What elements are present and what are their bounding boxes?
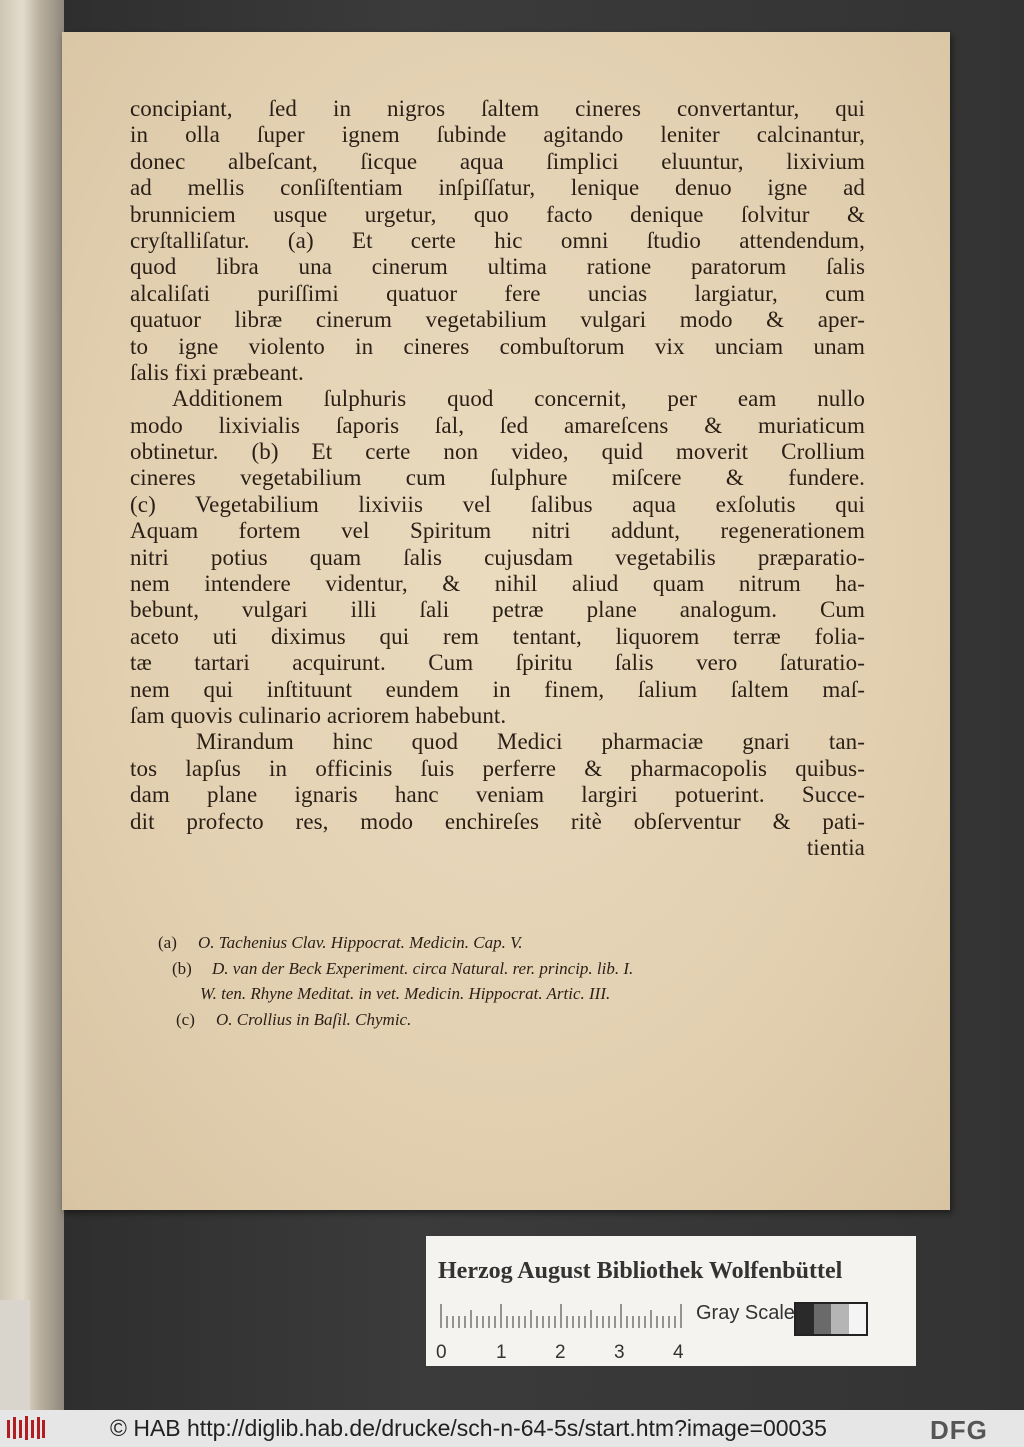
- text-line: donec albeſcant, ſicque aqua ſimplici eluuntur, lixivium: [130, 148, 865, 174]
- footnote-b-continued: [158, 981, 858, 1007]
- gray-swatch-2: [814, 1304, 832, 1334]
- text-line: Mirandum hinc quod Medici pharmaciæ gnari tan-: [196, 729, 865, 755]
- footnote-text: W. ten. Rhyne Meditat. in vet. Medicin. Hippocrat. Artic. III.: [200, 984, 611, 1003]
- dfg-logo: DFG: [930, 1415, 988, 1445]
- text-line: nem intendere videntur, & nihil aliud quam nitrum ha-: [130, 571, 865, 597]
- text-line: concipiant, ſed in nigros ſaltem cineres convertantur, qui: [130, 96, 865, 121]
- text-line: nem qui inſtituunt eundem in finem, ſalium ſaltem maſ-: [130, 676, 865, 702]
- text-line: ſalis fixi præbeant.: [130, 359, 304, 385]
- text-line: cryſtalliſatur. (a) Et certe hic omni ſtudio attendendum,: [130, 227, 865, 253]
- library-label: [426, 1236, 916, 1366]
- text-line: aceto uti diximus qui rem tentant, liquorem terræ folia-: [130, 623, 865, 649]
- gray-scale-label: Gray Scale: [696, 1302, 795, 1324]
- text-line: brunniciem usque urgetur, quo facto denique ſolvitur &: [130, 201, 865, 227]
- ruler-number: 4: [673, 1342, 684, 1363]
- text-line: dit profecto res, modo enchireſes ritè obſerventur & pati-: [130, 808, 865, 834]
- gray-scale-swatch: [794, 1302, 868, 1336]
- book-edge-strip: [0, 1300, 30, 1410]
- ruler-number: 1: [496, 1342, 507, 1363]
- footer-bar: [0, 1410, 1024, 1447]
- footnote-mark: (b): [172, 958, 192, 978]
- text-line: quod libra una cinerum ultima ratione paratorum ſalis: [130, 254, 865, 280]
- text-line: modo lixivialis ſaporis ſal, ſed amareſcens & muriaticum: [130, 412, 865, 438]
- text-line: tæ tartari acquirunt. Cum ſpiritu ſalis vero ſaturatio-: [130, 650, 865, 676]
- footnote-a: [158, 930, 858, 956]
- page-body-text: [130, 96, 865, 861]
- text-line: ad mellis conſiſtentiam inſpiſſatur, lenique denuo igne ad: [130, 175, 865, 201]
- footnote-mark: (a): [158, 933, 177, 952]
- text-line: (c) Vegetabilium lixiviis vel ſalibus aqua exſolutis qui: [130, 491, 865, 517]
- text-line: quatuor libræ cinerum vegetabilium vulgari modo & aper-: [130, 307, 865, 333]
- text-line: Additionem ſulphuris quod concernit, per eam nullo: [172, 386, 865, 412]
- footnote-text: O. Crollius in Baſil. Chymic.: [216, 1009, 412, 1029]
- text-line: in olla ſuper ignem ſubinde agitando leniter calcinantur,: [130, 122, 865, 148]
- book-page: [62, 32, 950, 1210]
- ruler: [440, 1304, 685, 1328]
- ruler-number: 2: [555, 1342, 566, 1363]
- text-line: nitri potius quam ſalis cujusdam vegetabilis præparatio-: [130, 544, 865, 570]
- hab-logo-icon: [6, 1414, 46, 1442]
- footnote-c: [158, 1007, 858, 1033]
- text-line: bebunt, vulgari illi ſali petræ plane analogum. Cum: [130, 597, 865, 623]
- footnote-text: O. Tachenius Clav. Hippocrat. Medicin. Cap. V.: [198, 933, 523, 952]
- text-line: dam plane ignaris hanc veniam largiri potuerint. Succe-: [130, 782, 865, 808]
- ruler-number: 0: [436, 1342, 447, 1363]
- book-edge: [0, 0, 64, 1410]
- text-line: obtinetur. (b) Et certe non video, quid moverit Crollium: [130, 439, 865, 465]
- text-line: to igne violento in cineres combuſtorum vix unciam unam: [130, 333, 865, 359]
- text-line: alcaliſati puriſſimi quatuor fere uncias largiatur, cum: [130, 280, 865, 306]
- gray-swatch-1: [796, 1304, 814, 1334]
- gray-swatch-4: [849, 1304, 867, 1334]
- footnotes: [158, 930, 858, 1032]
- ruler-number: 3: [614, 1342, 625, 1363]
- footnote-b: [158, 956, 858, 982]
- text-line: Aquam fortem vel Spiritum nitri addunt, regenerationem: [130, 518, 865, 544]
- gray-swatch-3: [831, 1304, 849, 1334]
- footnote-text: D. van der Beck Experiment. circa Natural. rer. princip. lib. I.: [212, 958, 634, 978]
- text-line: ſam quovis culinario acriorem habebunt.: [130, 702, 507, 728]
- footnote-mark: (c): [176, 1009, 195, 1029]
- text-line: cineres vegetabilium cum ſulphure miſcere & fundere.: [130, 465, 865, 491]
- text-line: tos lapſus in officinis ſuis perferre & pharmacopolis quibus-: [130, 755, 865, 781]
- catchword: tientia: [806, 834, 865, 860]
- copyright-link[interactable]: © HAB http://diglib.hab.de/drucke/sch-n-64-5s/start.htm?image=00035: [110, 1415, 827, 1441]
- library-name: Herzog August Bibliothek Wolfenbüttel: [438, 1258, 843, 1284]
